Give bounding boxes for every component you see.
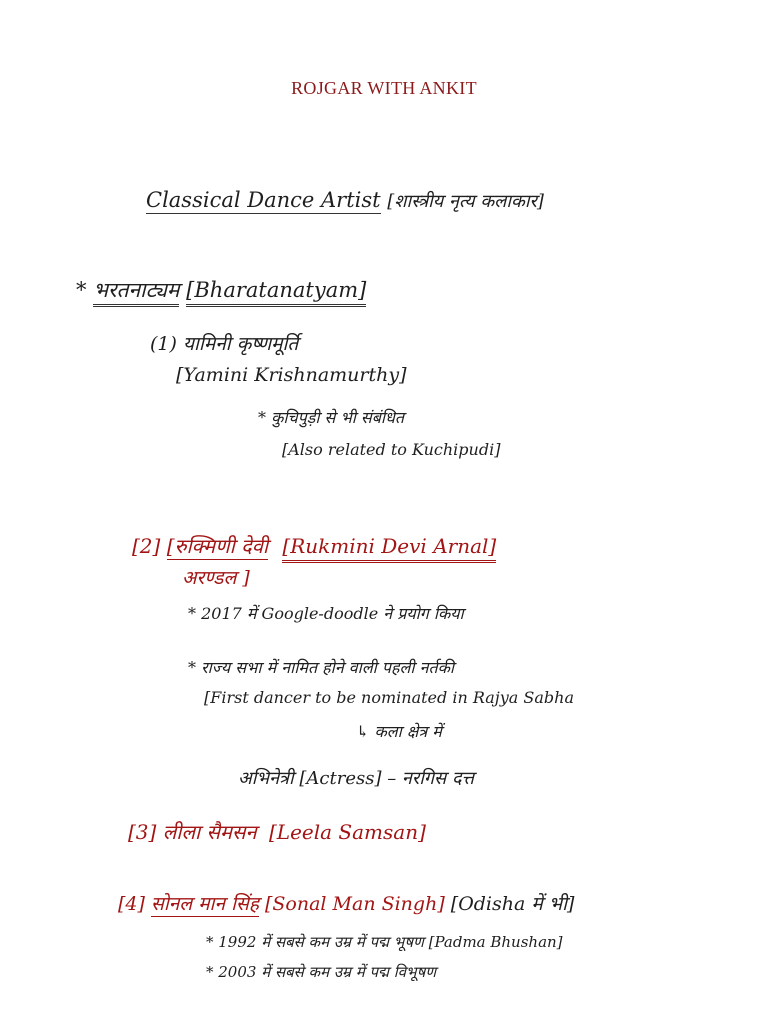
item-name-hindi-cont: अरण्डल ]	[182, 567, 250, 589]
item-name-hindi: लीला सैमसन	[162, 820, 257, 844]
section-title	[76, 276, 366, 304]
list-item	[118, 890, 574, 916]
list-item	[150, 330, 298, 356]
note: * 1992 में सबसे कम उम्र में पद्म भूषण [Padma Bhushan]	[206, 933, 563, 951]
note: [First dancer to be nominated in Rajya Sabha	[204, 688, 574, 707]
item-number: [4]	[118, 893, 145, 915]
note-hindi: * कुचिपुड़ी से भी संबंधित	[258, 408, 404, 427]
note: * 2003 में सबसे कम उम्र में पद्म विभूषण	[206, 963, 437, 981]
section-hindi: भरतनाट्यम	[93, 278, 179, 307]
note: * राज्य सभा में नामित होने वाली पहली नर्तकी	[188, 658, 454, 677]
item-name-english: [Yamini Krishnamurthy]	[176, 364, 407, 386]
note: ↳ कला क्षेत्र में	[356, 722, 442, 741]
note: * 2017 में Google-doodle ने प्रयोग किया	[188, 604, 464, 623]
item-extra: [Odisha में भी]	[450, 893, 575, 915]
heading-english: Classical Dance Artist	[146, 188, 381, 212]
item-name-hindi: [रुक्मिणी देवी	[166, 534, 269, 558]
item-name-english: [Sonal Man Singh]	[264, 893, 445, 915]
item-number: (1)	[150, 333, 177, 355]
item-name-english: [Leela Samsan]	[269, 820, 426, 844]
item-number: [3]	[128, 820, 157, 844]
section-bullet: *	[76, 278, 87, 302]
item-number: [2]	[132, 534, 161, 558]
note: अभिनेत्री [Actress] – नरगिस दत्त	[238, 768, 474, 789]
item-name-english: [Rukmini Devi Arnal]	[282, 534, 496, 563]
list-item	[132, 532, 496, 559]
note-english: [Also related to Kuchipudi]	[282, 440, 501, 459]
item-name-hindi: यामिनी कृष्णमूर्ति	[182, 333, 299, 355]
notes-heading	[146, 188, 544, 213]
item-name-hindi: सोनल मान सिंह	[150, 893, 259, 915]
page-header: ROJGAR WITH ANKIT	[291, 78, 477, 98]
section-english: [Bharatanatyam]	[186, 278, 366, 307]
heading-hindi: [शास्त्रीय नृत्य कलाकार]	[387, 191, 544, 212]
list-item	[128, 818, 426, 845]
